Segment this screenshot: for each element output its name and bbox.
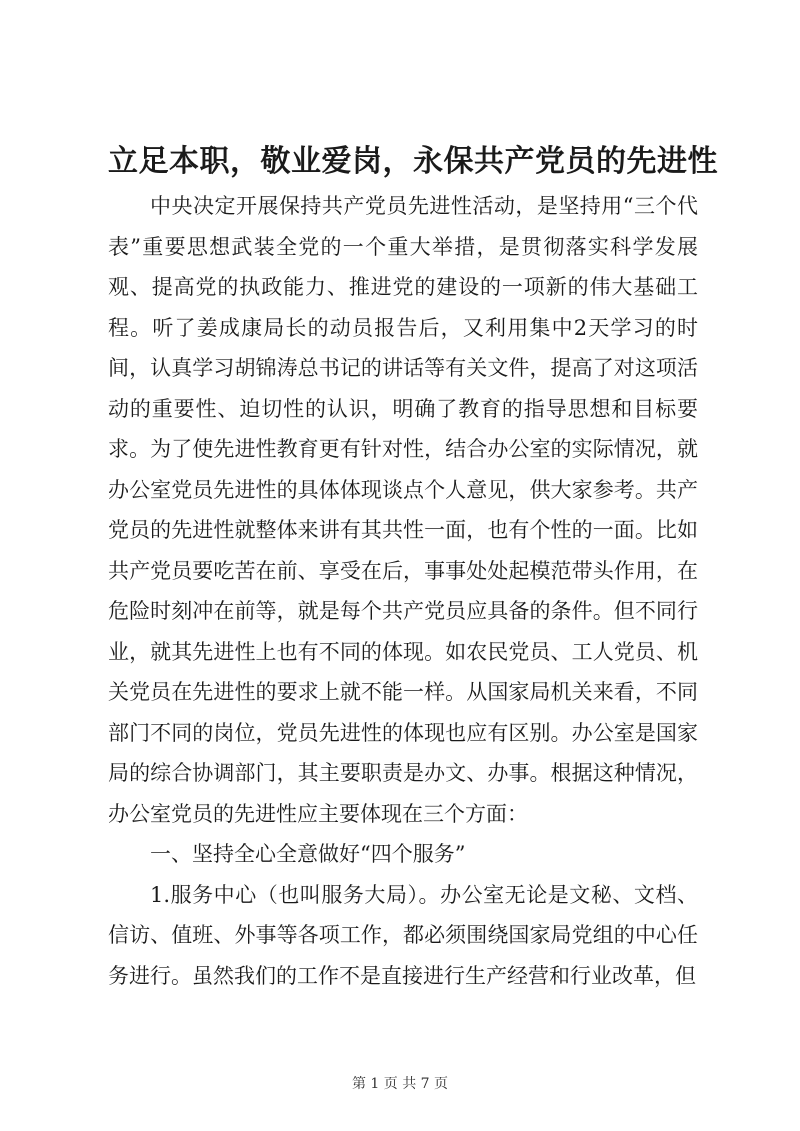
document-body	[108, 186, 698, 996]
paragraph-item-one: 1.服务中心（也叫服务大局）。办公室无论是文秘、文档、信访、值班、外事等各项工作，都必须围绕国家局党组的中心任务进行。虽然我们的工作不是直接进行生产经营和行业改革，但	[108, 882, 698, 988]
page-footer: 第 1 页 共 7 页	[351, 1076, 449, 1092]
document-title: 立足本职，敬业爱岗，永保共产党员的先进性	[108, 144, 718, 179]
paragraph-intro: 中央决定开展保持共产党员先进性活动，是坚持用“三个代表”重要思想武装全党的一个重大举措，是贯彻落实科学发展观、提高党的执政能力、推进党的建设的一项新的伟大基础工程。听了姜成康局长的动员报告后，又利用集中2天学习的时间，认真学习胡锦涛总书记的讲话等有关文件，提高了对这项活动的重要性、迫切性的认识，明确了教育的指导思想和目标要求。为了使先进性教育更有针对性，结合办公室的实际情况，就办公室党员先进性的具体体现谈点个人意见，供大家参考。共产党员的先进性就整体来讲有其共性一面，也有个性的一面。比如共产党员要吃苦在前、享受在后，事事处处起模范带头作用，在危险时刻冲在前等，就是每个共产党员应具备的条件。但不同行业，就其先进性上也有不同的体现。如农民党员、工人党员、机关党员在先进性的要求上就不能一样。从国家局机关来看，不同部门不同的岗位，党员先进性的体现也应有区别。办公室是国家局的综合协调部门，其主要职责是办文、办事。根据这种情况，办公室党员的先进性应主要体现在三个方面：	[108, 194, 698, 826]
section-heading-one: 一、坚持全心全意做好“四个服务”	[150, 842, 466, 866]
